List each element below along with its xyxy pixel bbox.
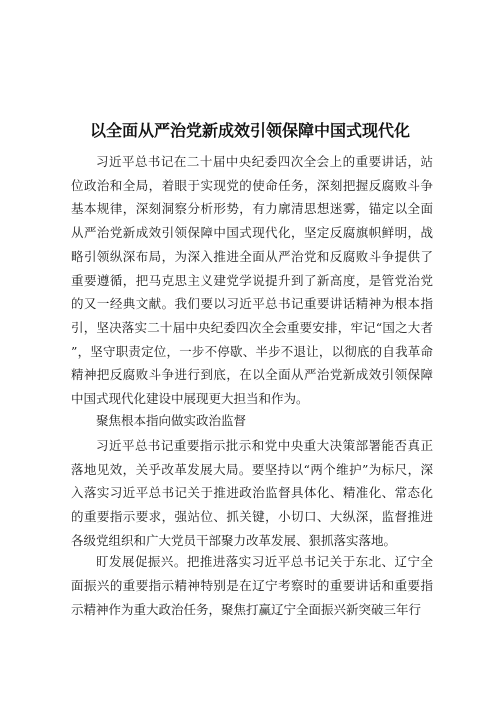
document-title: 以全面从严治党新成效引领保障中国式现代化	[89, 121, 410, 140]
section-heading: 聚焦根本指向做实政治监督	[96, 413, 247, 428]
body-paragraph-development: 盯发展促振兴。把推进落实习近平总书记关于东北、辽宁全面振兴的重要指示精神特别是在辽宁考察时的重要讲话和重要指示精神作为重大政治任务，聚焦打赢辽宁全面振兴新突破三年行	[71, 554, 433, 617]
body-paragraph-intro: 习近平总书记在二十届中央纪委四次全会上的重要讲话，站位政治和全局，着眼于实现党的使命任务，深刻把握反腐败斗争基本规律，深刻洞察分析形势，有力廓清思想迷雾，锚定以全面从严治党新成效引领保障中国式现代化，坚定反腐旗帜鲜明，战略引领纵深布局，为深入推进全面从严治党和反腐败斗争提供了重要遵循，把马克思主义建党学说提升到了新高度，是管党治党的又一经典文献。我们要以习近平总书记重要讲话精神为根本指引，坚决落实二十届中央纪委四次全会重要安排，牢记“国之大者”，坚守职责定位，一步不停歇、半步不退让，以彻底的自我革命精神把反腐败斗争进行到底，在以全面从严治党新成效引领保障中国式现代化建设中展现更大担当和作为。	[71, 154, 433, 407]
body-paragraph-section: 习近平总书记重要指示批示和党中央重大决策部署能否真正落地见效，关乎改革发展大局。要坚持以“两个维护”为标尺，深入落实习近平总书记关于推进政治监督具体化、精准化、常态化的重要指示要求，强站位、抓关键，小切口、大纵深，监督推进各级党组织和广大党员干部聚力改革发展、狠抓落实落地。	[71, 438, 433, 548]
